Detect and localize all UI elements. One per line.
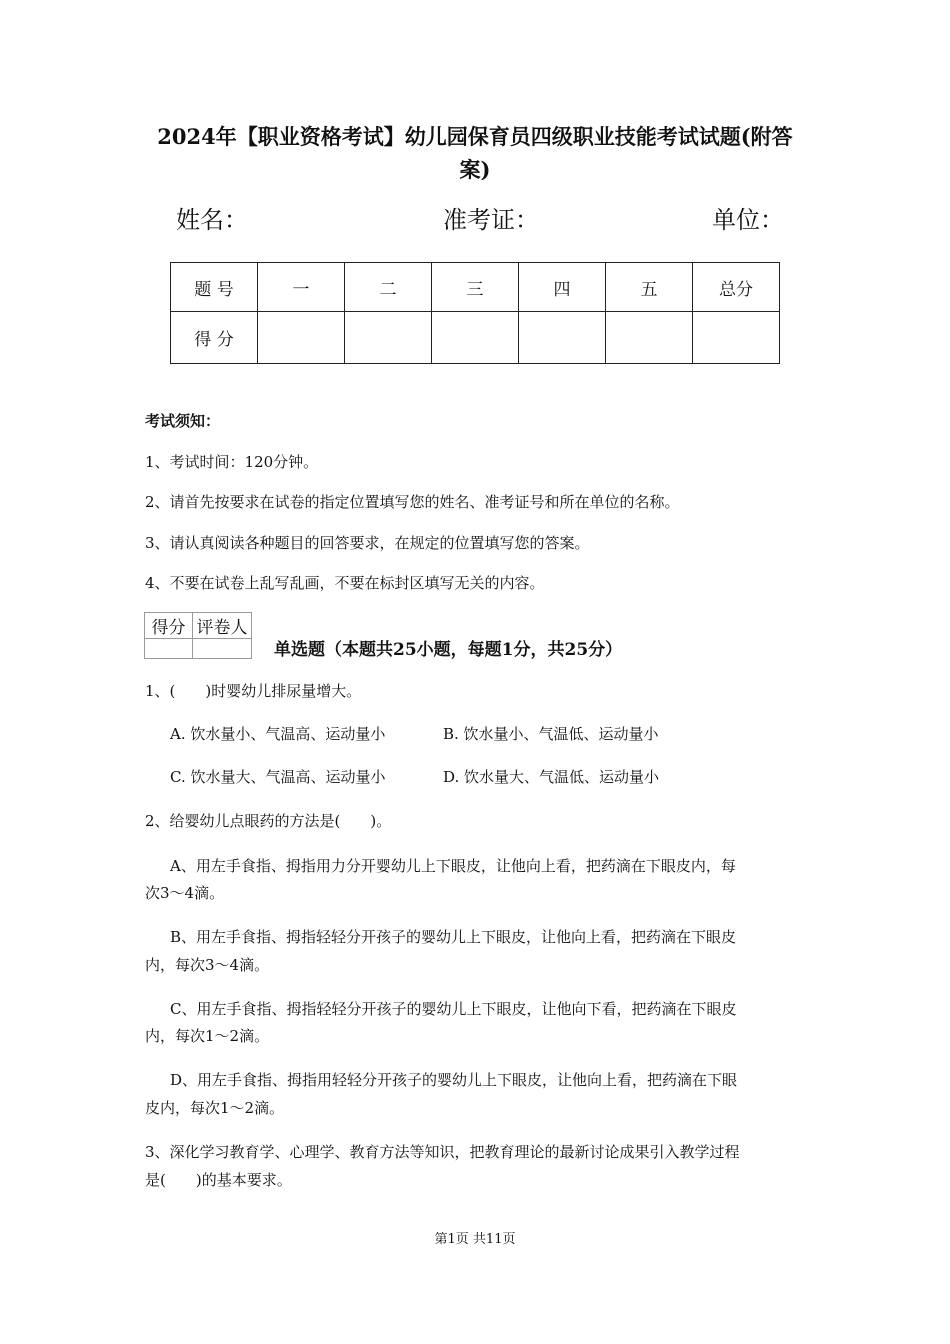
page-title: 2024年【职业资格考试】幼儿园保育员四级职业技能考试试题(附答案)	[157, 124, 793, 182]
score-table-header: 二	[345, 263, 432, 312]
question-2-stem: 2、给婴幼儿点眼药的方法是( )。	[145, 812, 392, 830]
question-1-stem: 1、( )时婴幼儿排尿量增大。	[145, 682, 362, 700]
question-2-option-b-cont: 内，每次3～4滴。	[145, 956, 270, 974]
score-cell	[432, 312, 519, 364]
score-table-header: 四	[519, 263, 606, 312]
grader-score-cell	[145, 639, 193, 659]
question-2-option-b: B、用左手食指、拇指轻轻分开孩子的婴幼儿上下眼皮，让他向上看，把药滴在下眼皮	[170, 928, 737, 946]
notice-item: 1、考试时间：120分钟。	[145, 453, 319, 471]
question-1-option-a: A. 饮水量小、气温高、运动量小	[170, 725, 386, 743]
score-cell	[258, 312, 345, 364]
score-cell	[606, 312, 693, 364]
question-2-option-d-cont: 皮内，每次1～2滴。	[145, 1099, 285, 1117]
score-table-header: 总分	[693, 263, 780, 312]
name-field-label: 姓名：	[176, 206, 248, 234]
page-footer: 第1页 共11页	[434, 1232, 516, 1247]
question-2-option-a-cont: 次3～4滴。	[145, 884, 225, 902]
score-table-row-label: 得 分	[171, 312, 258, 364]
notice-item: 4、不要在试卷上乱写乱画，不要在标封区填写无关的内容。	[145, 574, 545, 592]
notice-heading: 考试须知：	[145, 412, 221, 430]
exam-number-field-label: 准考证：	[443, 206, 539, 234]
grader-box	[144, 612, 252, 659]
unit-field-label: 单位：	[712, 206, 784, 234]
question-3-stem: 3、深化学习教育学、心理学、教育方法等知识，把教育理论的最新讨论成果引入教学过程	[145, 1143, 740, 1161]
question-3-stem-cont: 是( )的基本要求。	[145, 1171, 292, 1189]
question-1-option-c: C. 饮水量大、气温高、运动量小	[170, 768, 386, 786]
score-table-header: 三	[432, 263, 519, 312]
score-cell	[345, 312, 432, 364]
grader-reviewer-label: 评卷人	[193, 613, 252, 639]
question-2-option-d: D、用左手食指、拇指用轻轻分开孩子的婴幼儿上下眼皮，让他向上看，把药滴在下眼	[170, 1071, 738, 1089]
score-table-header: 一	[258, 263, 345, 312]
section-title: 单选题（本题共25小题，每题1分，共25分）	[274, 640, 623, 660]
score-table-row-label: 题 号	[171, 263, 258, 312]
grader-score-label: 得分	[145, 613, 193, 639]
score-cell	[693, 312, 780, 364]
score-table-header: 五	[606, 263, 693, 312]
score-table	[170, 262, 780, 364]
grader-reviewer-cell	[193, 639, 252, 659]
question-1-option-d: D. 饮水量大、气温低、运动量小	[443, 768, 660, 786]
score-cell	[519, 312, 606, 364]
question-2-option-c-cont: 内，每次1～2滴。	[145, 1027, 270, 1045]
notice-item: 3、请认真阅读各种题目的回答要求，在规定的位置填写您的答案。	[145, 534, 590, 552]
question-2-option-c: C、用左手食指、拇指轻轻分开孩子的婴幼儿上下眼皮，让他向下看，把药滴在下眼皮	[170, 1000, 737, 1018]
notice-item: 2、请首先按要求在试卷的指定位置填写您的姓名、准考证号和所在单位的名称。	[145, 493, 680, 511]
question-1-option-b: B. 饮水量小、气温低、运动量小	[443, 725, 659, 743]
question-2-option-a: A、用左手食指、拇指用力分开婴幼儿上下眼皮，让他向上看，把药滴在下眼皮内，每	[170, 857, 736, 875]
